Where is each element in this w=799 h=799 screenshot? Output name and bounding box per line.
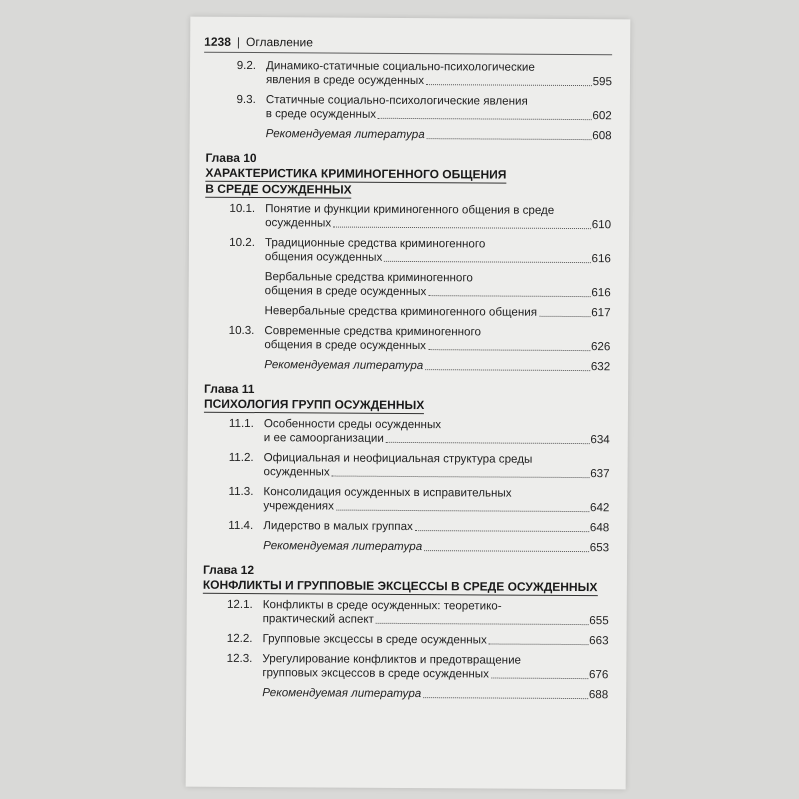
page-ref: 617 (591, 306, 611, 320)
entry-title-line2: осужденных (265, 216, 332, 230)
dot-leader (378, 118, 591, 120)
toc-entry[interactable] (203, 519, 609, 535)
toc-entry[interactable] (205, 304, 611, 320)
dot-leader (428, 349, 590, 351)
entry-leader-line (266, 127, 612, 143)
entry-leader-line (262, 686, 608, 702)
toc-entry[interactable] (204, 324, 610, 354)
toc-entry[interactable] (204, 358, 610, 374)
entry-body (265, 270, 611, 300)
toc-entry[interactable] (204, 417, 610, 447)
chapter-heading[interactable] (205, 151, 611, 200)
page-ref: 642 (589, 501, 610, 515)
entry-title-line1: Урегулирование конфликтов и предотвращение (262, 652, 522, 667)
entry-title-line1: Понятие и функции криминогенного общения в среде (265, 202, 555, 217)
entry-title-line1: Вербальные средства криминогенного (264, 270, 473, 285)
entry-title-line2: явления в среде осужденных (265, 73, 425, 88)
header-section: Оглавление (245, 35, 313, 50)
toc-entry[interactable] (206, 59, 612, 89)
header-separator: | (236, 34, 241, 49)
toc-entry[interactable] (205, 236, 611, 266)
page-ref: 608 (592, 129, 612, 143)
chapter-label: Глава 12 (202, 562, 255, 578)
chapter-heading[interactable] (203, 563, 609, 596)
entry-leader-line (263, 499, 609, 515)
chapter-label: Глава 10 (205, 150, 257, 166)
page-ref: 626 (590, 340, 611, 354)
toc-entry[interactable] (205, 202, 611, 232)
entry-title-line2: учреждениях (263, 499, 334, 513)
entry-body (263, 485, 609, 515)
entry-title-line2: осужденных (263, 465, 330, 479)
entry-body (266, 127, 612, 143)
entry-title-line2: общения в среде осужденных (264, 284, 427, 299)
chapter-title: ХАРАКТЕРИСТИКА КРИМИНОГЕННОГО ОБЩЕНИЯ (205, 165, 507, 182)
entry-title-line2: общения в среде осужденных (264, 338, 427, 353)
entry-title-line1: Конфликты в среде осужденных: теоретико- (262, 598, 502, 613)
page-ref: 655 (589, 614, 609, 628)
entry-title-line2: Рекомендуемая литература (265, 127, 425, 142)
entry-leader-line (265, 250, 611, 266)
chapter-label: Глава 11 (204, 381, 255, 397)
entry-leader-line (266, 73, 612, 89)
chapter-title: ПСИХОЛОГИЯ ГРУПП ОСУЖДЕННЫХ (203, 396, 425, 413)
chapter-title: КОНФЛИКТЫ И ГРУППОВЫЕ ЭКСЦЕССЫ В СРЕДЕ ОСУЖДЕННЫХ (202, 577, 598, 595)
entry-title-line1: Статичные социально-психологические явления (265, 93, 528, 108)
entry-title-line2: общения осужденных (264, 250, 383, 264)
entry-title-line2: Рекомендуемая литература (262, 686, 422, 701)
toc-entry[interactable] (202, 686, 608, 702)
entry-title-line2: Лидерство в малых группах (263, 519, 413, 534)
entry-body (263, 519, 609, 535)
book-page (186, 17, 631, 790)
page-ref: 653 (589, 541, 610, 555)
entry-leader-line (263, 612, 609, 628)
toc-entry[interactable] (205, 270, 611, 300)
toc-entry[interactable] (203, 632, 609, 648)
dot-leader (336, 510, 589, 513)
toc-entry[interactable] (204, 451, 610, 481)
entry-body (264, 324, 610, 354)
page-ref: 632 (590, 360, 611, 374)
page-ref: 602 (592, 109, 612, 123)
entry-title-line2: практический аспект (262, 612, 374, 626)
section-number: 10.1. (229, 201, 256, 216)
entry-body (264, 358, 610, 374)
entry-body (265, 236, 611, 266)
entry-body (266, 93, 612, 123)
section-number: 10.3. (228, 323, 255, 338)
chapter-heading[interactable] (204, 382, 610, 415)
entry-title-line1: Консолидация осужденных в исправительных (263, 485, 512, 500)
dot-leader (332, 476, 590, 479)
table-of-contents (202, 59, 612, 708)
page-ref: 610 (591, 218, 612, 232)
entry-leader-line (265, 284, 611, 300)
entry-body (263, 539, 609, 555)
entry-body (264, 451, 610, 481)
entry-leader-line (264, 338, 610, 354)
page-ref: 676 (588, 668, 609, 682)
running-header (204, 35, 612, 55)
entry-title-line1: Современные средства криминогенного (264, 324, 481, 339)
section-number: 11.4. (228, 518, 254, 533)
section-number: 9.3. (236, 92, 256, 107)
dot-leader (386, 442, 590, 444)
entry-leader-line (263, 539, 609, 555)
entry-leader-line (262, 666, 608, 682)
toc-entry[interactable] (203, 485, 609, 515)
dot-leader (423, 697, 588, 699)
section-number: 11.2. (228, 450, 254, 465)
entry-leader-line (264, 358, 610, 374)
toc-entry[interactable] (202, 652, 608, 682)
page-number: 1238 (204, 34, 231, 49)
entry-title-line2: в среде осужденных (265, 107, 377, 121)
entry-title-line1: Динамико-статичные социально-психологические (266, 59, 535, 74)
entry-leader-line (264, 431, 610, 447)
entry-title-line1: Официальная и неофициальная структура среды (263, 451, 533, 466)
dot-leader (428, 295, 590, 297)
entry-body (262, 686, 608, 702)
toc-entry[interactable] (203, 539, 609, 555)
dot-leader (427, 138, 592, 140)
entry-leader-line (263, 519, 609, 535)
section-number: 12.2. (226, 631, 253, 646)
dot-leader (491, 678, 588, 680)
section-number: 10.2. (229, 235, 256, 250)
dot-leader (424, 550, 589, 552)
dot-leader (426, 84, 592, 86)
page-ref: 648 (589, 521, 610, 535)
dot-leader (376, 623, 588, 625)
page-ref: 663 (589, 634, 609, 648)
dot-leader (415, 530, 589, 532)
entry-title-line2: и ее самоорганизации (263, 431, 384, 445)
entry-body (265, 304, 611, 320)
page-ref: 637 (590, 467, 610, 481)
dot-leader (425, 369, 590, 371)
page-ref: 634 (590, 433, 610, 447)
entry-title-line2: Невербальные средства криминогенного общения (264, 304, 538, 319)
entry-title-line2: Рекомендуемая литература (264, 358, 424, 373)
toc-entry[interactable] (206, 127, 612, 143)
toc-entry[interactable] (203, 598, 609, 628)
entry-leader-line (263, 632, 609, 648)
entry-body (264, 417, 610, 447)
entry-title-line1: Традиционные средства криминогенного (264, 236, 486, 251)
chapter-title: В СРЕДЕ ОСУЖДЕННЫХ (205, 181, 352, 197)
page-ref: 595 (592, 75, 613, 89)
entry-title-line1: Особенности среды осужденных (263, 417, 442, 432)
entry-body (262, 652, 608, 682)
page-ref: 616 (591, 286, 611, 300)
entry-title-line2: Групповые эксцессы в среде осужденных (262, 632, 487, 647)
section-number: 12.1. (226, 597, 253, 612)
entry-title-line2: групповых эксцессов в среде осужденных (262, 666, 490, 681)
entry-title-line2: Рекомендуемая литература (263, 539, 423, 554)
section-number: 12.3. (226, 651, 253, 666)
entry-body (263, 632, 609, 648)
section-number: 11.1. (228, 416, 254, 431)
section-number: 11.3. (228, 484, 254, 499)
dot-leader (384, 261, 590, 263)
dot-leader (489, 643, 588, 645)
entry-leader-line (265, 216, 611, 232)
page-ref: 688 (588, 688, 609, 702)
dot-leader (333, 227, 591, 230)
entry-body (266, 59, 612, 89)
section-number: 9.2. (236, 58, 257, 73)
entry-leader-line (265, 304, 611, 320)
dot-leader (539, 316, 590, 317)
page-ref: 616 (591, 252, 611, 266)
toc-entry[interactable] (206, 93, 612, 123)
entry-body (263, 598, 609, 628)
entry-leader-line (266, 107, 612, 123)
entry-body (265, 202, 611, 232)
entry-leader-line (264, 465, 610, 481)
